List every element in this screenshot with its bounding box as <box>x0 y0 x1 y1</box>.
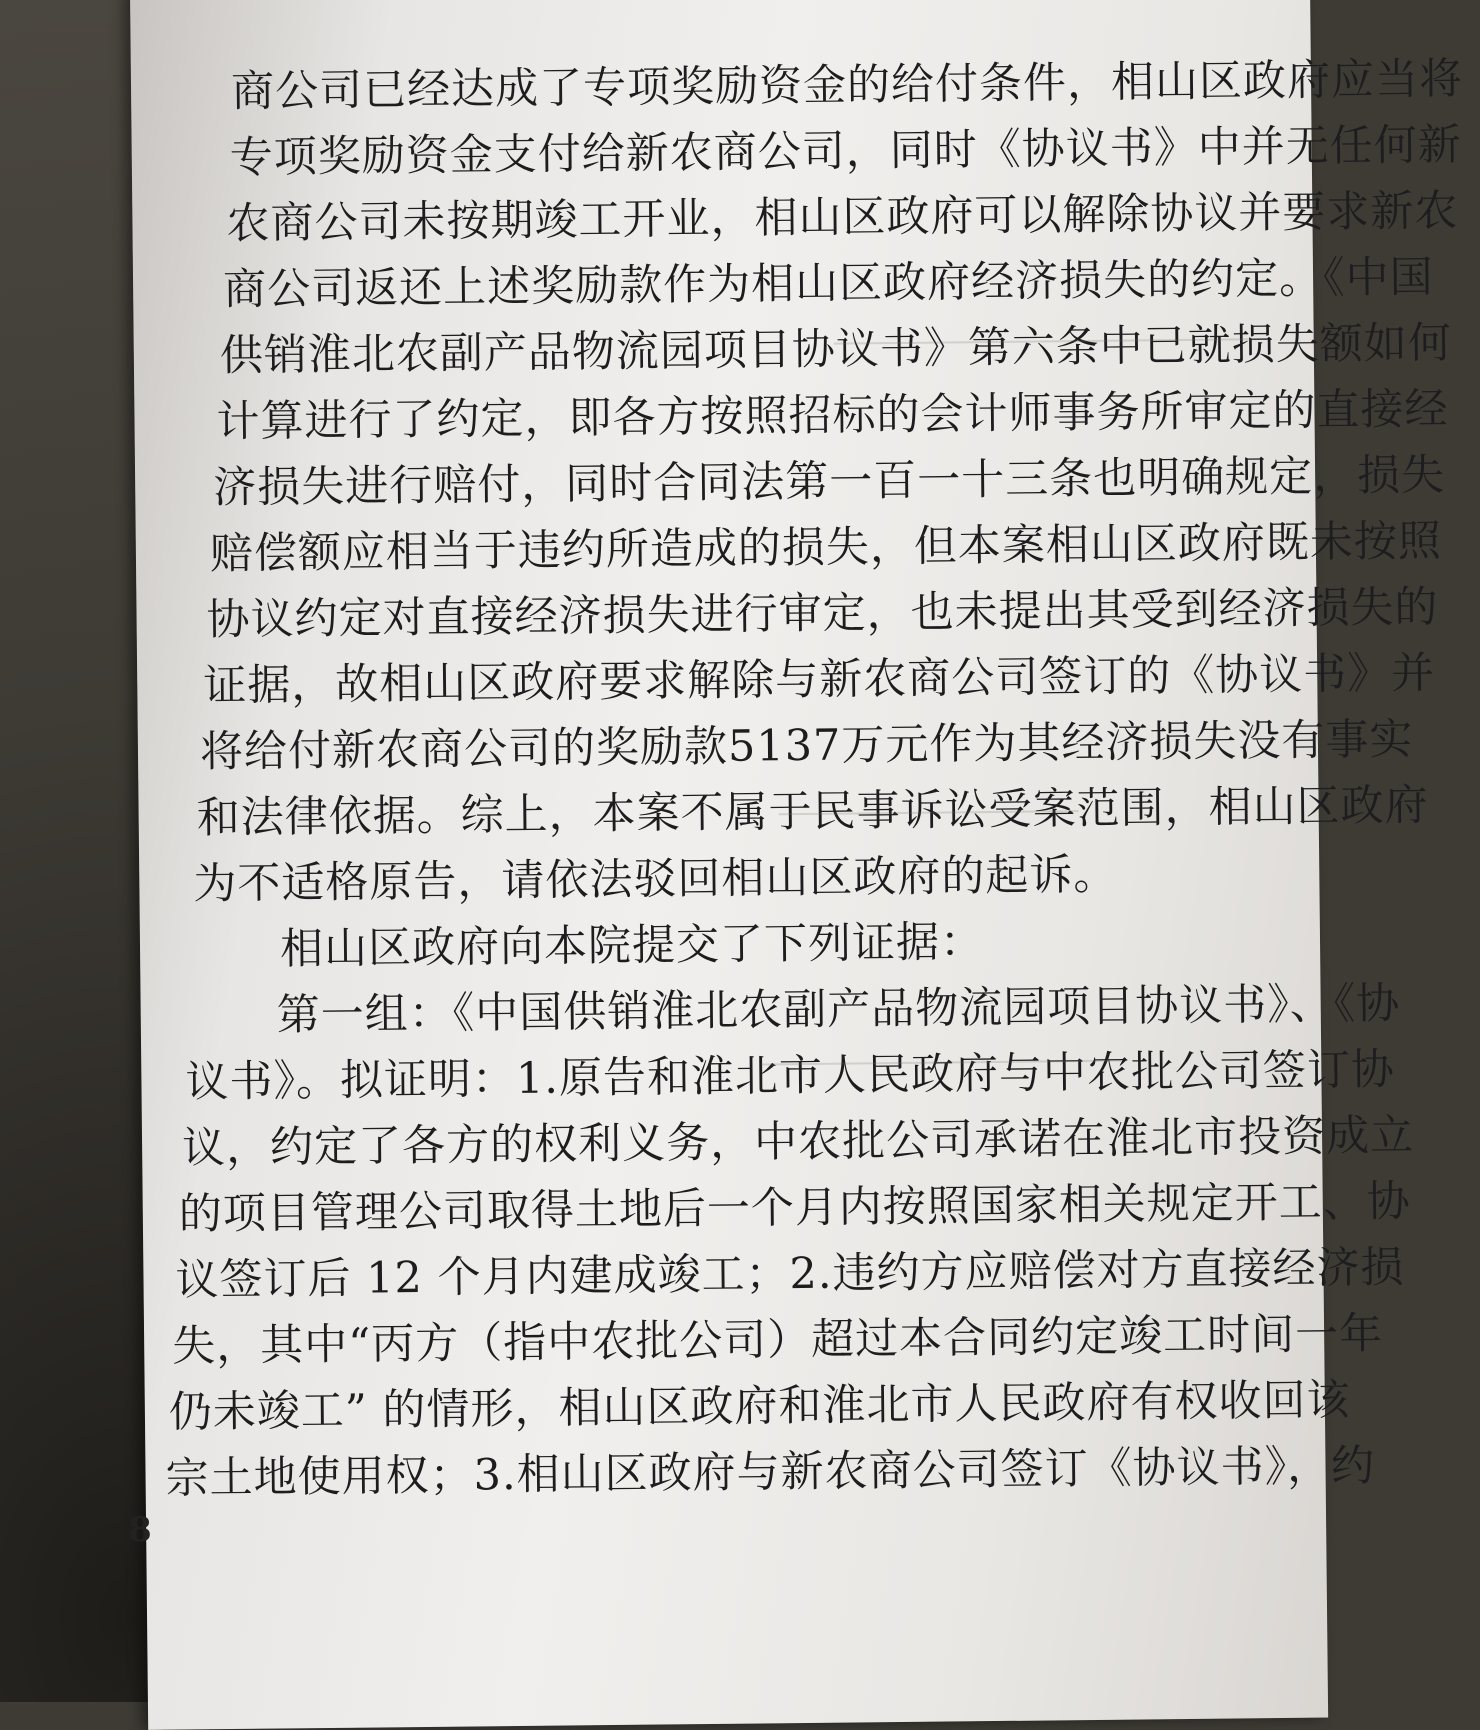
text-line: 第一组：《中国供销淮北农副产品物流园项目协议书》、《协 <box>188 978 1401 1042</box>
text-line: 议，约定了各方的权利义务，中农批公司承诺在淮北市投资成立 <box>181 1110 1415 1174</box>
text-line: 为不适格原告，请依法驳回相山区政府的起诉。 <box>193 849 1118 910</box>
text-line: 宗土地使用权；3.相山区政府与新农商公司签订《协议书》，约 <box>165 1441 1376 1504</box>
text-line: 和法律依据。综上，本案不属于民事诉讼受案范围，相山区政府 <box>196 780 1429 844</box>
text-line: 议书》。拟证明：1.原告和淮北市人民政府与中农批公司签订协 <box>185 1044 1396 1108</box>
text-line: 将给付新农商公司的奖励款5137万元作为其经济损失没有事实 <box>199 714 1414 778</box>
text-line: 证据，故相山区政府要求解除与新农商公司签订的《协议书》并 <box>203 648 1436 712</box>
text-line: 供销淮北农副产品物流园项目协议书》第六条中已就损失额如何 <box>219 318 1453 382</box>
text-line: 专项奖励资金支付给新农商公司，同时《协议书》中并无任何新 <box>229 120 1462 183</box>
text-line: 议签订后 12 个月内建成竣工；2.违约方应赔偿对方直接经济损 <box>175 1242 1405 1306</box>
document-page <box>130 0 1464 1730</box>
text-line: 赔偿额应相当于违约所造成的损失，但本案相山区政府既未按照 <box>209 516 1443 580</box>
text-line: 相山区政府向本院提交了下列证据： <box>191 917 985 976</box>
text-line: 商公司已经达成了专项奖励资金的给付条件，相山区政府应当将 <box>230 54 1464 117</box>
text-line: 农商公司未按期竣工开业，相山区政府可以解除协议并要求新农 <box>226 186 1459 250</box>
text-line: 协议约定对直接经济损失进行审定，也未提出其受到经济损失的 <box>206 582 1439 646</box>
text-line: 济损失进行赔付，同时合同法第一百一十三条也明确规定，损失 <box>212 450 1446 514</box>
text-line: 失，其中“丙方（指中农批公司）超过本合同约定竣工时间一年 <box>171 1308 1384 1372</box>
text-line: 计算进行了约定，即各方按照招标的会计师事务所审定的直接经 <box>216 384 1449 448</box>
page-number: 8 <box>128 1510 152 1550</box>
text-line: 的项目管理公司取得土地后一个月内按照国家相关规定开工、协 <box>178 1176 1412 1240</box>
text-line: 仍未竣工” 的情形，相山区政府和淮北市人民政府有权收回该 <box>168 1375 1351 1438</box>
document-body <box>165 48 1464 1511</box>
text-line: 商公司返还上述奖励款作为相山区政府经济损失的约定。《中国 <box>222 252 1434 316</box>
